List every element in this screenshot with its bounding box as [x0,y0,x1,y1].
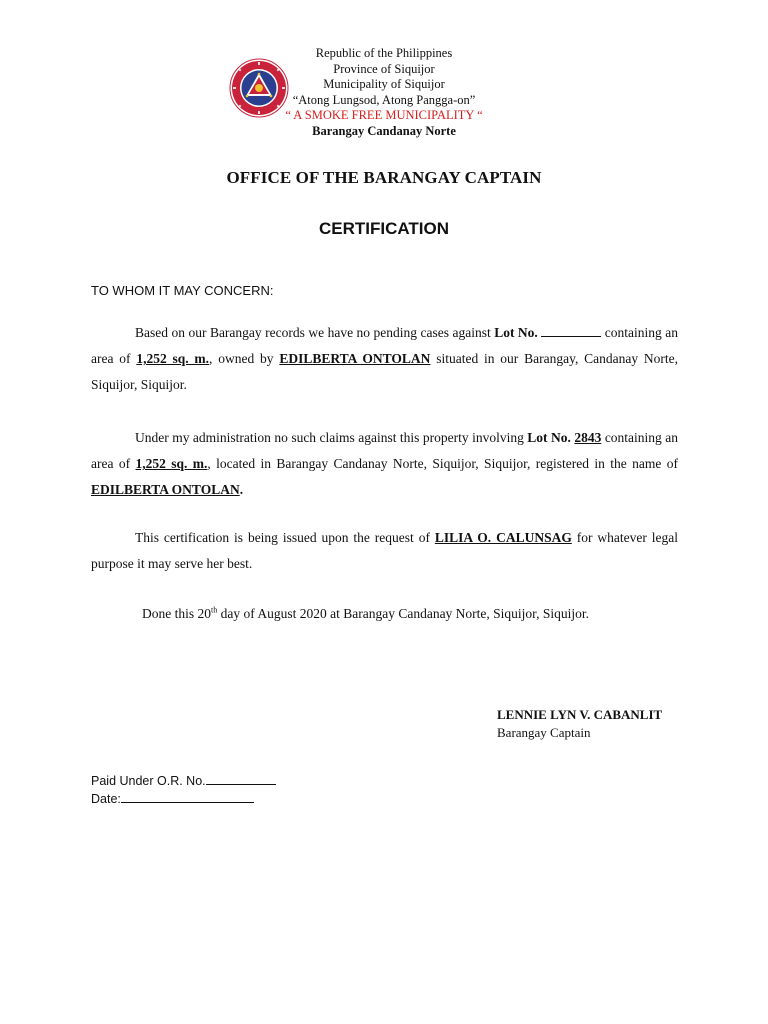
signatory-block [497,706,662,742]
date-label: Date: [91,792,121,806]
paragraph-request [91,525,678,577]
ordinal-suffix: th [211,605,218,615]
salutation: TO WHOM IT MAY CONCERN: [91,283,274,298]
letterhead-line-republic: Republic of the Philippines [315,46,453,60]
office-title: OFFICE OF THE BARANGAY CAPTAIN [226,168,542,187]
certification-title: CERTIFICATION [318,219,449,238]
lot-label: Lot No. [494,325,538,340]
signatory-name: LENNIE LYN V. CABANLIT [497,707,663,722]
done-text: day of August 2020 at Barangay Candanay Norte, Siquijor, Siquijor. [217,606,590,621]
paragraph-text: . [239,482,244,497]
paragraph-text: Under my administration no such claims against this property involving [135,430,528,445]
paragraph-text: , owned by [209,351,280,366]
paragraph-text: This certification is being issued upon the request of [135,530,435,545]
or-number-label: Paid Under O.R. No. [91,774,206,788]
paragraph-no-claims [91,425,678,503]
area-value: 1,252 sq. m. [135,456,208,471]
letterhead-line-municipality: Municipality of Siquijor [323,77,445,91]
letterhead [248,46,520,139]
lot-label: Lot No. [527,430,571,445]
area-value: 1,252 sq. m. [136,351,210,366]
paragraph-text: containing an area of [91,325,678,366]
letterhead-line-smoke-free: “ A SMOKE FREE MUNICIPALITY “ [285,108,483,122]
or-number-blank [206,773,276,785]
or-number-line [91,772,276,790]
issuance-date-line [142,604,589,624]
lot-number-blank [541,325,601,337]
paragraph-text: containing an area of [91,430,679,471]
date-blank [121,791,254,803]
paragraph-text: for whatever legal purpose it may serve her best. [91,530,679,571]
owner-name: EDILBERTA ONTOLAN [279,351,431,366]
letterhead-line-barangay: Barangay Candanay Norte [312,123,456,138]
paragraph-pending-cases [91,320,678,398]
letterhead-line-province: Province of Siquijor [333,61,435,76]
date-line [91,790,276,808]
done-text: Done this 20 [142,606,211,621]
paragraph-text: Based on our Barangay records we have no pending cases against [135,325,495,340]
payment-block [91,772,276,808]
letterhead-line-motto: “Atong Lungsod, Atong Pangga-on” [292,92,476,107]
paragraph-text: , located in Barangay Candanay Norte, Siquijor, Siquijor, registered in the name of [207,456,678,471]
paragraph-text: situated in our Barangay, Candanay Norte, Siquijor, Siquijor. [91,351,679,392]
owner-name: EDILBERTA ONTOLAN [91,482,240,497]
lot-number: 2843 [574,430,602,445]
signatory-title: Barangay Captain [497,725,591,740]
requester-name: LILIA O. CALUNSAG [434,530,572,545]
